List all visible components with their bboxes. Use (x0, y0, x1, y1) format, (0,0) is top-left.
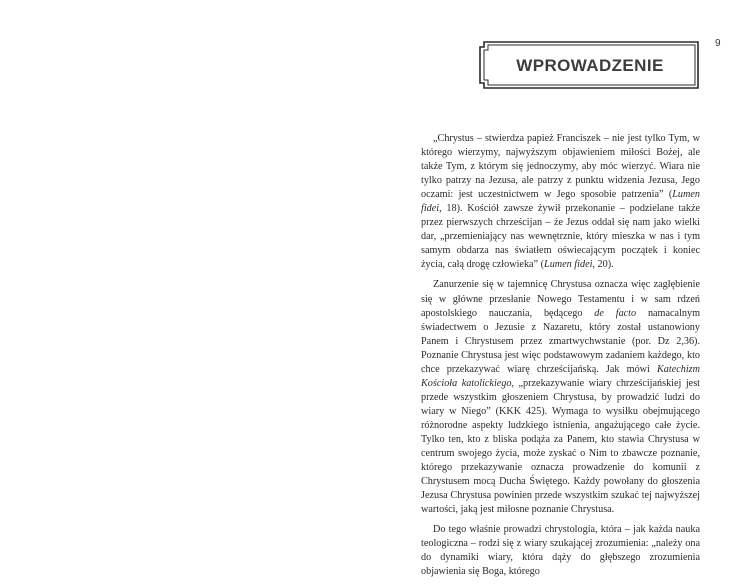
page-number: 9 (715, 38, 721, 49)
text-run: namacalnym świadectwem o Jezusie z Nazaretu, który został ustanowiony Panem i Chrystusem przez zmartwychwstanie (por. Dz 2,36). Poznanie Chrystusa jest więc podstawowym zadaniem każdego, kto chce przekazywać wiarę chrześcijańską. Jak mówi (421, 307, 700, 375)
paragraph-1 (421, 132, 700, 272)
text-run: , „przekazywanie wiary chrześcijańskiej jest przede wszystkim głoszeniem Chrystusa, by prowadzić ludzi do wiary w Niego” (KKK 425). Wymaga to wysiłku obejmującego różnorodne aspekty ludzkiego istnienia, angażującego całe życie. Tylko ten, kto z bliska podąża za Panem, kto stawia Chrystusa w centrum swojego życia, może zyskać o Nim to zbawcze poznanie, którego przekazywanie oznacza prowadzenie do komunii z Chrystusem mocą Ducha Świętego. Każdy powołany do głoszenia Jezusa Chrystusa powinien przede wszystkim szukać tej najwyższej wartości, jaką jest miłosne poznanie Chrystusa. (421, 377, 700, 516)
text-run: , 20). (592, 259, 614, 271)
text-run: Do tego właśnie prowadzi chrystologia, która – jak każda nauka teologiczna – rodzi się z wiary szukającej zrozumienia: „należy ona do dynamiki wiary, która dąży do głębszego zrozumienia objawienia się Boga, którego (421, 524, 700, 578)
text-run-italic: Lumen fidei (421, 189, 700, 215)
text-run: , 18). Kościół zawsze żywił przekonanie – podzielane także przez pierwszych chrześcijan – że Jezus oddał się nam jako wielki dar, „przemieniający nas wewnętrznie, który mieszka w nas i tym samym obdarza nas światłem oświecającym początek i koniec życia, całą drogę człowieka” ( (421, 203, 700, 271)
paragraph-2 (421, 278, 700, 517)
chapter-title: WPROWADZENIE (516, 56, 664, 75)
text-run-italic: Lumen fidei (544, 259, 593, 271)
text-run-italic: de facto (594, 307, 637, 319)
text-run: „Chrystus – stwierdza papież Franciszek – nie jest tylko Tym, w którego wierzymy, najwyższym objawieniem miłości Bożej, ale także Tym, z którym się jednoczymy, aby móc wierzyć. Wiara nie tylko patrzy na Jezusa, ale patrzy z punktu widzenia Jezusa, Jego oczami: jest uczestnictwem w Jego sposobie patrzenia” ( (421, 133, 700, 201)
text-run-italic: Katechizm Kościoła katolickiego (421, 363, 700, 389)
body-text (421, 132, 700, 585)
paragraph-3 (421, 523, 700, 579)
text-run: Zanurzenie się w tajemnicę Chrystusa oznacza więc zagłębienie się w główne przesłanie Nowego Testamentu i w sam rdzeń apostolskiego nauczania, będącego (421, 279, 700, 319)
